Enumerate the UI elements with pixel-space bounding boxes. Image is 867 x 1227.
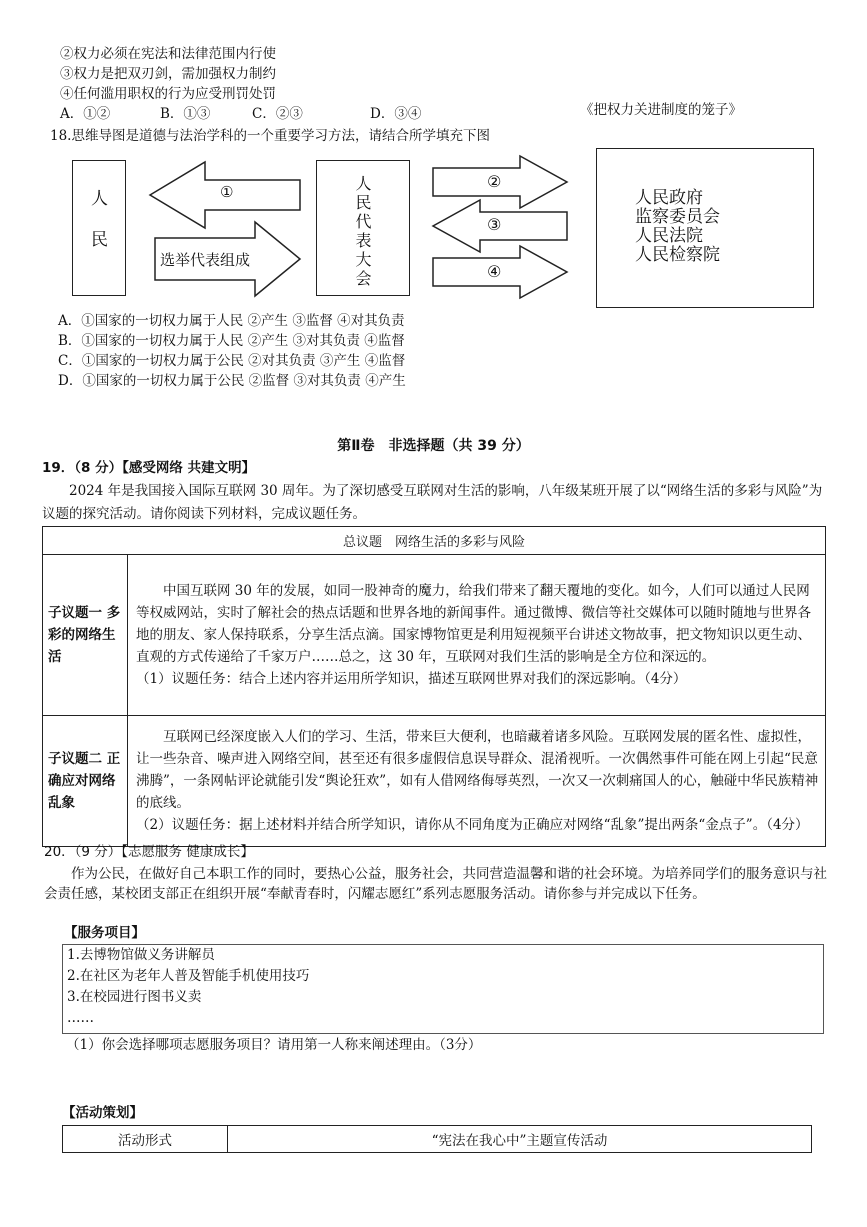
left-arrows — [140, 160, 310, 300]
q20-header: 20．（9 分）【志愿服务 健康成长】 — [44, 844, 254, 860]
plan-table — [62, 1125, 812, 1153]
congress-box — [316, 160, 410, 296]
statement-3: ③权力是把双刃剑，需加强权力制约 — [60, 66, 276, 82]
service-item: 3.在校园进行图书义卖 — [67, 989, 202, 1005]
arrow-elect-label: 选举代表组成 — [160, 251, 251, 269]
plan-row-label: 活动形式 — [63, 1126, 228, 1153]
sub-topic-1-task: （1）议题任务：结合上述内容并运用所学知识，描述互联网世界对我们的深远影响。（4分） — [136, 671, 687, 687]
people-label: 人民 — [87, 189, 107, 271]
q17-option-d[interactable]: D．③④ — [370, 106, 422, 122]
statement-4: ④任何滥用职权的行为应受刑罚处罚 — [60, 86, 276, 102]
q18-option-d[interactable]: D．①国家的一切权力属于公民 ②监督 ③对其负责 ④产生 — [58, 373, 406, 389]
plan-label: 【活动策划】 — [62, 1105, 143, 1121]
sub-topic-2-content — [128, 716, 826, 847]
q18-option-b[interactable]: B．①国家的一切权力属于人民 ②产生 ③对其负责 ④监督 — [58, 333, 405, 349]
sub-topic-1-title: 子议题一 多彩的网络生活 — [48, 605, 121, 665]
sub-topic-2-text: 互联网已经深度嵌入人们的学习、生活，带来巨大便利，也暗藏着诸多风险。互联网发展的匿名性、虚拟性，让一些杂音、噪声进入网络空间，甚至还有很多虚假信息误导群众、混淆视听。一次偶然事件可能在网上引起“民意沸腾”，一条网帖评论就能引发“舆论狂欢”，如有人借网络侮辱英烈，一次又一次刺痛国人的心，触碰中华民族精神的底线。 — [136, 729, 819, 811]
q19-topic-table — [42, 526, 826, 847]
q18-stem: 18.思维导图是道德与法治学科的一个重要学习方法，请结合所学填充下图 — [50, 128, 490, 144]
q17-option-a[interactable]: A．①② — [60, 106, 111, 122]
right-arrows — [425, 150, 580, 305]
arrow-4-label: ④ — [487, 262, 502, 281]
sub-topic-2-title: 子议题二 正确应对网络乱象 — [48, 751, 121, 811]
arrow-2-label: ② — [487, 172, 502, 191]
q19-header: 19．（8 分）【感受网络 共建文明】 — [42, 460, 256, 476]
q19-intro: 2024 年是我国接入国际互联网 30 周年。为了深切感受互联网对生活的影响，八年级某班开展了以“网络生活的多彩与风险”为议题的探究活动。请你阅读下列材料，完成议题任务。 — [42, 483, 823, 522]
arrow-3-label: ③ — [487, 215, 502, 234]
service-item: 1.去博物馆做义务讲解员 — [67, 947, 215, 963]
state-organs-box — [596, 148, 814, 308]
main-topic: 总议题 网络生活的多彩与风险 — [43, 527, 826, 555]
section-title: 第Ⅱ卷 非选择题（共 39 分） — [337, 438, 530, 454]
sub-topic-1-text: 中国互联网 30 年的发展，如同一股神奇的魔力，给我们带来了翻天覆地的变化。如今，人们可以通过人民网等权威网站，实时了解社会的热点话题和世界各地的新闻事件。通过微博、微信等社交媒体可以随时随地与世界各地的朋友、家人保持联系，分享生活点滴。国家博物馆更是利用短视频平台讲述文物故事，把文物知识以更生动、直观的方式传递给了千家万户……总之，这 30 年，互联网对我们生活的影响是全方位和深远的。 — [136, 583, 811, 665]
sub-topic-1-content — [128, 555, 826, 716]
statement-2: ②权力必须在宪法和法律范围内行使 — [60, 46, 276, 62]
organ-procuratorate: 人民检察院 — [635, 245, 720, 265]
q20-intro: 作为公民，在做好自己本职工作的同时，要热心公益，服务社会，共同营造温馨和谐的社会环境。为培养同学们的服务意识与社会责任感，某校团支部正在组织开展“奉献青春时，闪耀志愿红”系列志愿服务活动。请你参与并完成以下任务。 — [44, 866, 827, 902]
arrow-1-label: ① — [220, 183, 234, 201]
q17-option-b[interactable]: B．①③ — [160, 106, 211, 122]
q18-option-a[interactable]: A．①国家的一切权力属于人民 ②产生 ③监督 ④对其负责 — [58, 313, 405, 329]
side-caption: 《把权力关进制度的笼子》 — [580, 102, 742, 118]
sub-topic-2-task: （2）议题任务：据上述材料并结合所学知识，请你从不同角度为正确应对网络“乱象”提出两条“金点子”。（4分） — [136, 817, 809, 833]
q17-option-c[interactable]: C．②③ — [252, 106, 303, 122]
organ-government: 人民政府 — [635, 188, 703, 208]
plan-row-value: “宪法在我心中”主题宣传活动 — [228, 1126, 812, 1153]
service-item: …… — [67, 1010, 94, 1026]
q20-task-1: （1）你会选择哪项志愿服务项目？请用第一人称来阐述理由。（3分） — [66, 1037, 482, 1053]
congress-label: 人民代表大会 — [353, 175, 372, 289]
service-item: 2.在社区为老年人普及智能手机使用技巧 — [67, 968, 310, 984]
organ-court: 人民法院 — [635, 226, 703, 246]
people-box — [72, 160, 126, 296]
service-label: 【服务项目】 — [64, 925, 145, 941]
q18-option-c[interactable]: C．①国家的一切权力属于公民 ②对其负责 ③产生 ④监督 — [58, 353, 406, 369]
service-list — [62, 944, 824, 1034]
organ-supervisory: 监察委员会 — [635, 207, 720, 227]
